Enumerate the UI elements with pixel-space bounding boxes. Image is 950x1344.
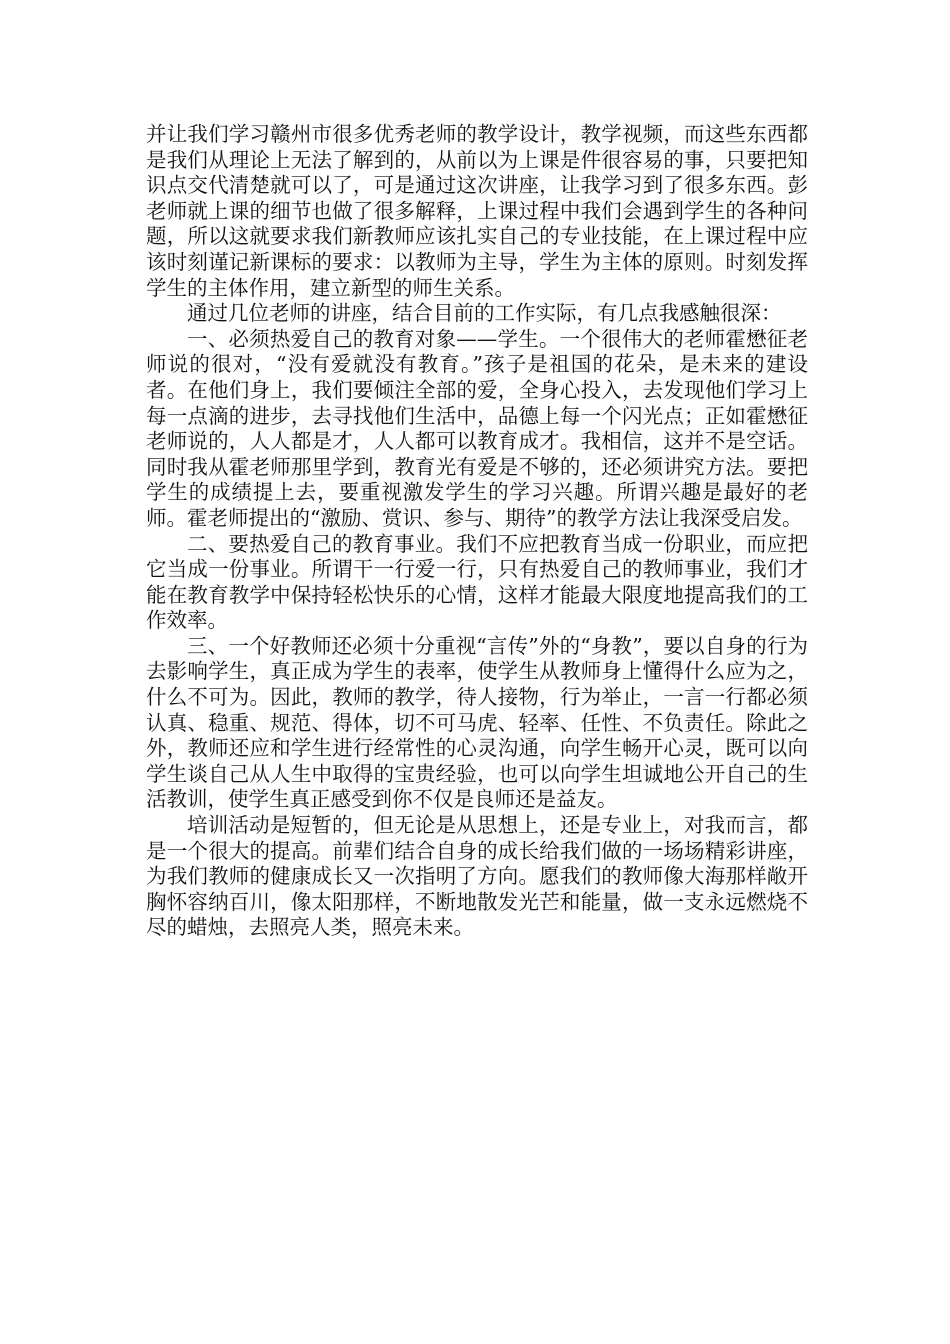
paragraph-point-one: 一、必须热爱自己的教育对象——学生。一个很伟大的老师霍懋征老师说的很对，“没有爱就没有教育。”孩子是祖国的花朵，是未来的建设者。在他们身上，我们要倾注全部的爱，全身心投入，去发现他们学习上每一点滴的进步，去寻找他们生活中，品德上每一个闪光点；正如霍懋征老师说的，人人都是才，人人都可以教育成才。我相信，这并不是空话。同时我从霍老师那里学到，教育光有爱是不够的，还必须讲究方法。要把学生的成绩提上去，要重视激发学生的学习兴趣。所谓兴趣是最好的老师。霍老师提出的“激励、赏识、参与、期待”的教学方法让我深受启发。 bbox=[146, 326, 808, 530]
paragraph-intro-continuation: 并让我们学习赣州市很多优秀老师的教学设计，教学视频，而这些东西都是我们从理论上无法了解到的，从前以为上课是件很容易的事，只要把知识点交代清楚就可以了，可是通过这次讲座，让我学习到了很多东西。彭老师就上课的细节也做了很多解释，上课过程中我们会遇到学生的各种问题，所以这就要求我们新教师应该扎实自己的专业技能，在上课过程中应该时刻谨记新课标的要求：以教师为主导，学生为主体的原则。时刻发挥学生的主体作用，建立新型的师生关系。 bbox=[146, 122, 808, 300]
paragraph-reflection-lead: 通过几位老师的讲座，结合目前的工作实际，有几点我感触很深： bbox=[187, 301, 782, 326]
paragraph-point-two: 二、要热爱自己的教育事业。我们不应把教育当成一份职业，而应把它当成一份事业。所谓干一行爱一行，只有热爱自己的教师事业，我们才能在教育教学中保持轻松快乐的心情，这样才能最大限度地提高我们的工作效率。 bbox=[146, 531, 808, 633]
document-body bbox=[146, 122, 808, 941]
paragraph-conclusion: 培训活动是短暂的，但无论是从思想上，还是专业上，对我而言，都是一个很大的提高。前辈们结合自身的成长给我们做的一场场精彩讲座，为我们教师的健康成长又一次指明了方向。愿我们的教师像大海那样敞开胸怀容纳百川，像太阳那样，不断地散发光芒和能量，做一支永远燃烧不尽的蜡烛，去照亮人类，照亮未来。 bbox=[146, 813, 808, 940]
paragraph-point-three: 三、一个好教师还必须十分重视“言传”外的“身教”，要以自身的行为去影响学生，真正成为学生的表率，使学生从教师身上懂得什么应为之，什么不可为。因此，教师的教学，待人接物，行为举止，一言一行都必须认真、稳重、规范、得体，切不可马虎、轻率、任性、不负责任。除此之外，教师还应和学生进行经常性的心灵沟通，向学生畅开心灵，既可以向学生谈自己从人生中取得的宝贵经验，也可以向学生坦诚地公开自己的生活教训，使学生真正感受到你不仅是良师还是益友。 bbox=[146, 633, 808, 812]
